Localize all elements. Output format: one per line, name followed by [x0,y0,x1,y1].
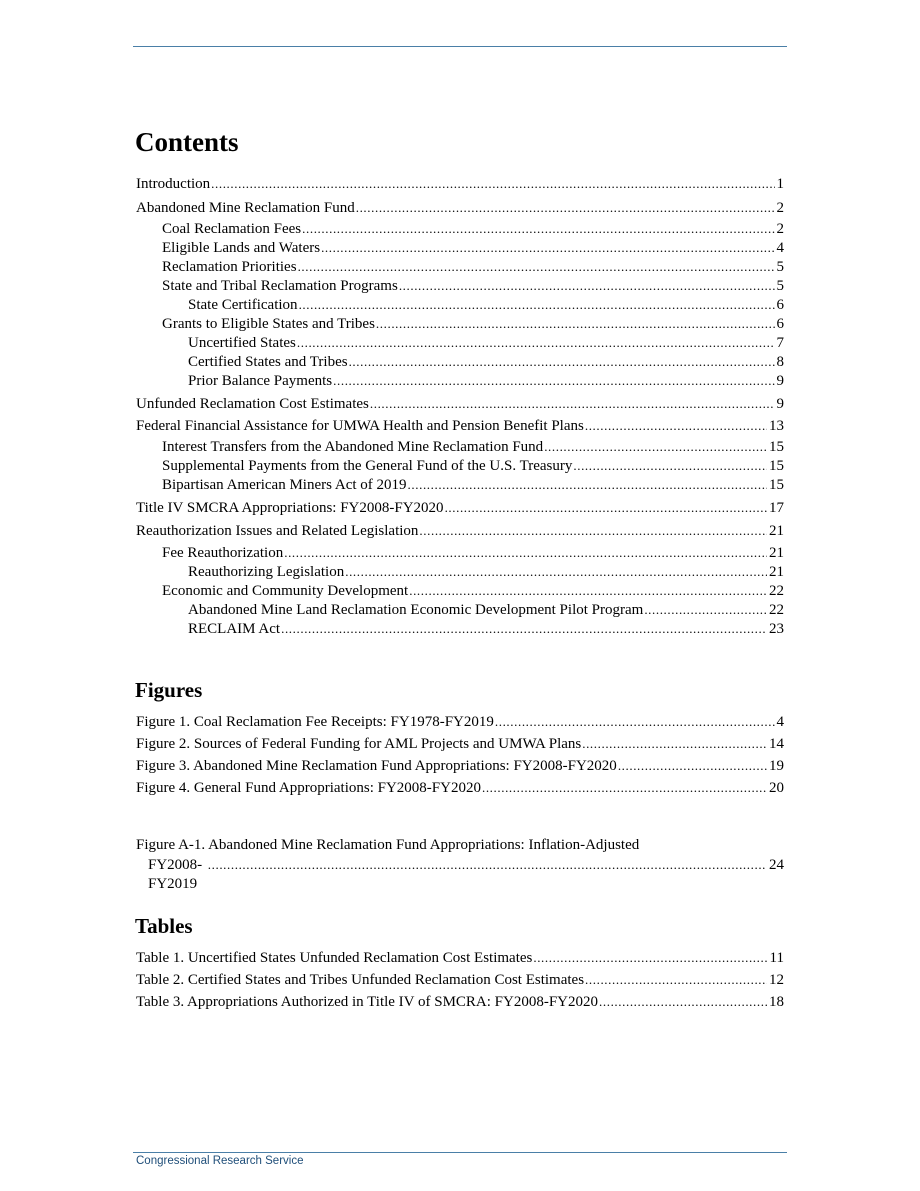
toc-group-unfunded [136,394,784,413]
toc-entry[interactable]: Interest Transfers from the Abandoned Mine Reclamation Fund ..... 15 [136,437,784,456]
toc-entry[interactable]: Fee Reauthorization ..... 21 [136,543,784,562]
figures-list [136,711,784,799]
appendix-figure-line2: FY2008-FY2019 [148,857,203,892]
figure-entry[interactable]: Figure 2. Sources of Federal Funding for AML Projects and UMWA Plans ..... 14 [136,733,784,755]
table-entry[interactable]: Table 3. Appropriations Authorized in Title IV of SMCRA: FY2008-FY2020 ..... 18 [136,991,784,1013]
footer-publisher: Congressional Research Service [136,1155,304,1167]
figure-entry[interactable]: Figure 1. Coal Reclamation Fee Receipts: FY1978-FY2019 ..... 4 [136,711,784,733]
table-entry[interactable]: Table 2. Certified States and Tribes Unfunded Reclamation Cost Estimates ..... 12 [136,969,784,991]
tables-heading: Tables [135,914,193,938]
tables-list [136,947,784,1013]
toc-entry[interactable]: Bipartisan American Miners Act of 2019 ..... 15 [136,475,784,494]
header-rule [133,46,787,47]
toc-entry[interactable]: Uncertified States ..... 7 [136,333,784,352]
toc-group-reauthorization [136,520,784,638]
toc-entry[interactable]: Federal Financial Assistance for UMWA Health and Pension Benefit Plans ..... 13 [136,415,784,437]
toc-entry[interactable]: Unfunded Reclamation Cost Estimates ..... 9 [136,394,784,413]
footer-rule [133,1152,787,1153]
toc-entry[interactable]: State and Tribal Reclamation Programs ..... 5 [136,276,784,295]
toc-entry[interactable]: Economic and Community Development ..... 22 [136,581,784,600]
toc-group-title-iv [136,498,784,517]
toc-entry[interactable]: Reclamation Priorities ..... 5 [136,257,784,276]
toc-group-introduction [136,174,784,193]
figure-entry[interactable]: Figure 3. Abandoned Mine Reclamation Fund Appropriations: FY2008-FY2020 ..... 19 [136,755,784,777]
toc-entry[interactable]: Grants to Eligible States and Tribes ..... 6 [136,314,784,333]
leader-dots [208,855,766,874]
toc-entry[interactable]: Coal Reclamation Fees ..... 2 [136,219,784,238]
toc-entry[interactable]: Eligible Lands and Waters ..... 4 [136,238,784,257]
toc-entry[interactable]: State Certification ..... 6 [136,295,784,314]
appendix-figure-line1: Figure A-1. Abandoned Mine Reclamation Fund Appropriations: Inflation-Adjusted [136,837,640,853]
toc-entry[interactable]: Reauthorizing Legislation ..... 21 [136,562,784,581]
toc-entry[interactable]: Certified States and Tribes ..... 8 [136,352,784,371]
toc-entry[interactable]: Title IV SMCRA Appropriations: FY2008-FY2020 ..... 17 [136,498,784,517]
toc-entry[interactable]: Reauthorization Issues and Related Legislation ..... 21 [136,520,784,543]
table-entry[interactable]: Table 1. Uncertified States Unfunded Reclamation Cost Estimates ..... 11 [136,947,784,969]
toc-entry[interactable]: Introduction ..... 1 [136,174,784,193]
appendix-figure-entry[interactable] [136,836,784,894]
toc-entry[interactable]: RECLAIM Act ..... 23 [136,619,784,638]
toc-entry[interactable]: Abandoned Mine Reclamation Fund ..... 2 [136,197,784,219]
figures-heading: Figures [135,678,203,702]
toc-group-umwa [136,415,784,494]
toc-entry[interactable]: Prior Balance Payments ..... 9 [136,371,784,390]
figure-entry[interactable]: Figure 4. General Fund Appropriations: FY2008-FY2020 ..... 20 [136,777,784,799]
appendix-figure-page: 24 [769,857,784,873]
toc-entry[interactable]: Supplemental Payments from the General Fund of the U.S. Treasury ..... 15 [136,456,784,475]
toc-entry[interactable]: Abandoned Mine Land Reclamation Economic Development Pilot Program ..... 22 [136,600,784,619]
contents-title: Contents [135,127,239,157]
toc-group-aml-fund [136,197,784,390]
